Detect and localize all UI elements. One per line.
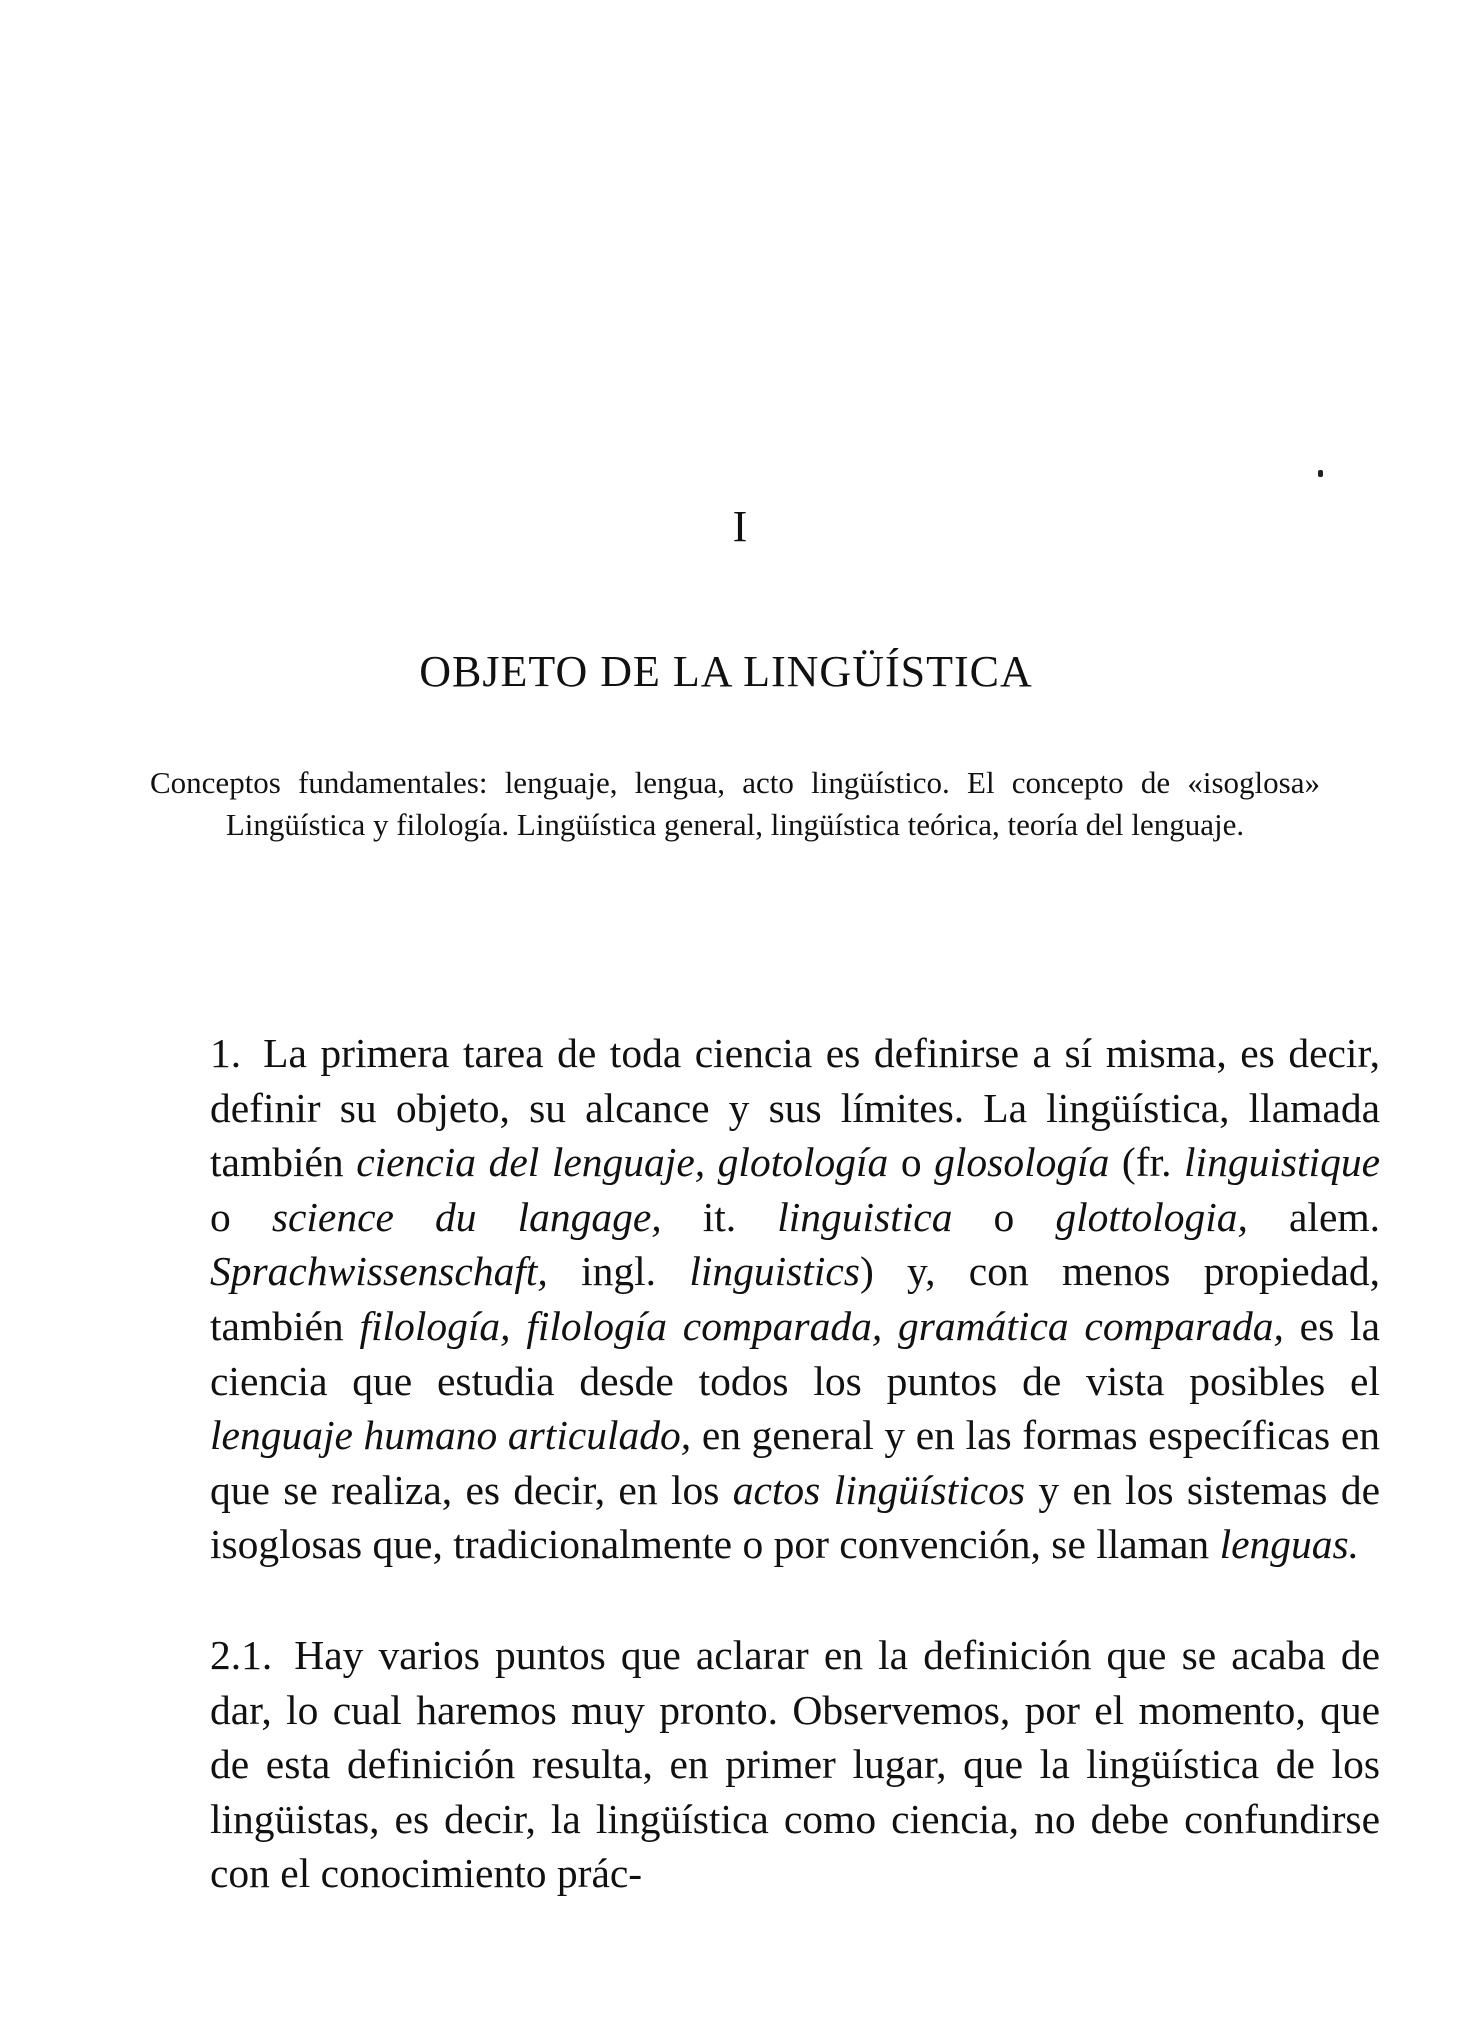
- p1-text: (fr.: [1109, 1139, 1185, 1186]
- p2-text: Hay varios puntos que aclarar en la definición que se acaba de dar, lo cual haremos muy pronto. Observemos, por el momento, que de esta definición resulta, en primer lugar, que la lingüística de los lingüistas, es decir, la lingüística como ciencia, no debe confundirse con el conocimiento prác-: [210, 1632, 1380, 1897]
- p1-term: Sprachwissenschaft,: [210, 1248, 548, 1295]
- p1-text: en general y en las formas específicas en que se realiza, es decir, en los: [210, 1412, 1380, 1513]
- p1-text: o: [210, 1193, 272, 1240]
- paragraph-2-number: 2.1.: [210, 1632, 273, 1678]
- p1-term: linguistics: [689, 1248, 860, 1295]
- p1-term: lenguaje humano articulado,: [210, 1412, 692, 1459]
- p1-text: La primera tarea de toda ciencia es definirse a sí misma, es decir, definir su objeto, su alcance y sus límites. La lingüística, llamada también: [210, 1030, 1380, 1186]
- p1-text: ingl.: [547, 1248, 690, 1295]
- p1-term: linguistique: [1184, 1139, 1381, 1186]
- p1-term: science du langage,: [271, 1193, 662, 1240]
- p1-text: es la ciencia que estudia desde todos los puntos de vista posibles el: [210, 1302, 1380, 1404]
- print-speck: [1318, 470, 1323, 477]
- p1-text: ) y, con menos propiedad, también: [210, 1248, 1380, 1349]
- p1-text: o: [888, 1139, 935, 1186]
- p1-term: filología, filología comparada, gramática comparada,: [359, 1302, 1284, 1349]
- paragraph-2: [150, 1628, 1380, 1901]
- p1-term: glottologia,: [1055, 1193, 1248, 1240]
- p1-text: it.: [661, 1193, 778, 1240]
- chapter-summary: Conceptos fundamentales: lenguaje, lengua, acto lingüístico. El concepto de «isoglosa» Lingüística y filología. Lingüística general, lingüística teórica, teoría del lenguaje.: [150, 765, 1320, 842]
- p1-term: glosología: [934, 1139, 1110, 1186]
- p1-text: o: [952, 1193, 1056, 1240]
- p1-text: y en los sistemas de isoglosas que, tradicionalmente o por convención, se llaman: [210, 1466, 1380, 1568]
- paragraph-1: [150, 1026, 1380, 1572]
- p1-term: lenguas.: [1219, 1521, 1360, 1568]
- paragraph-1-number: 1.: [210, 1030, 242, 1076]
- p1-term: linguistica: [777, 1193, 953, 1240]
- chapter-number: I: [732, 502, 748, 551]
- p1-text: alem.: [1247, 1193, 1381, 1240]
- p1-term: ciencia del lenguaje, glotología: [356, 1139, 889, 1186]
- p1-term: actos lingüísticos: [732, 1466, 1026, 1513]
- chapter-title: OBJETO DE LA LINGÜÍSTICA: [419, 647, 1033, 696]
